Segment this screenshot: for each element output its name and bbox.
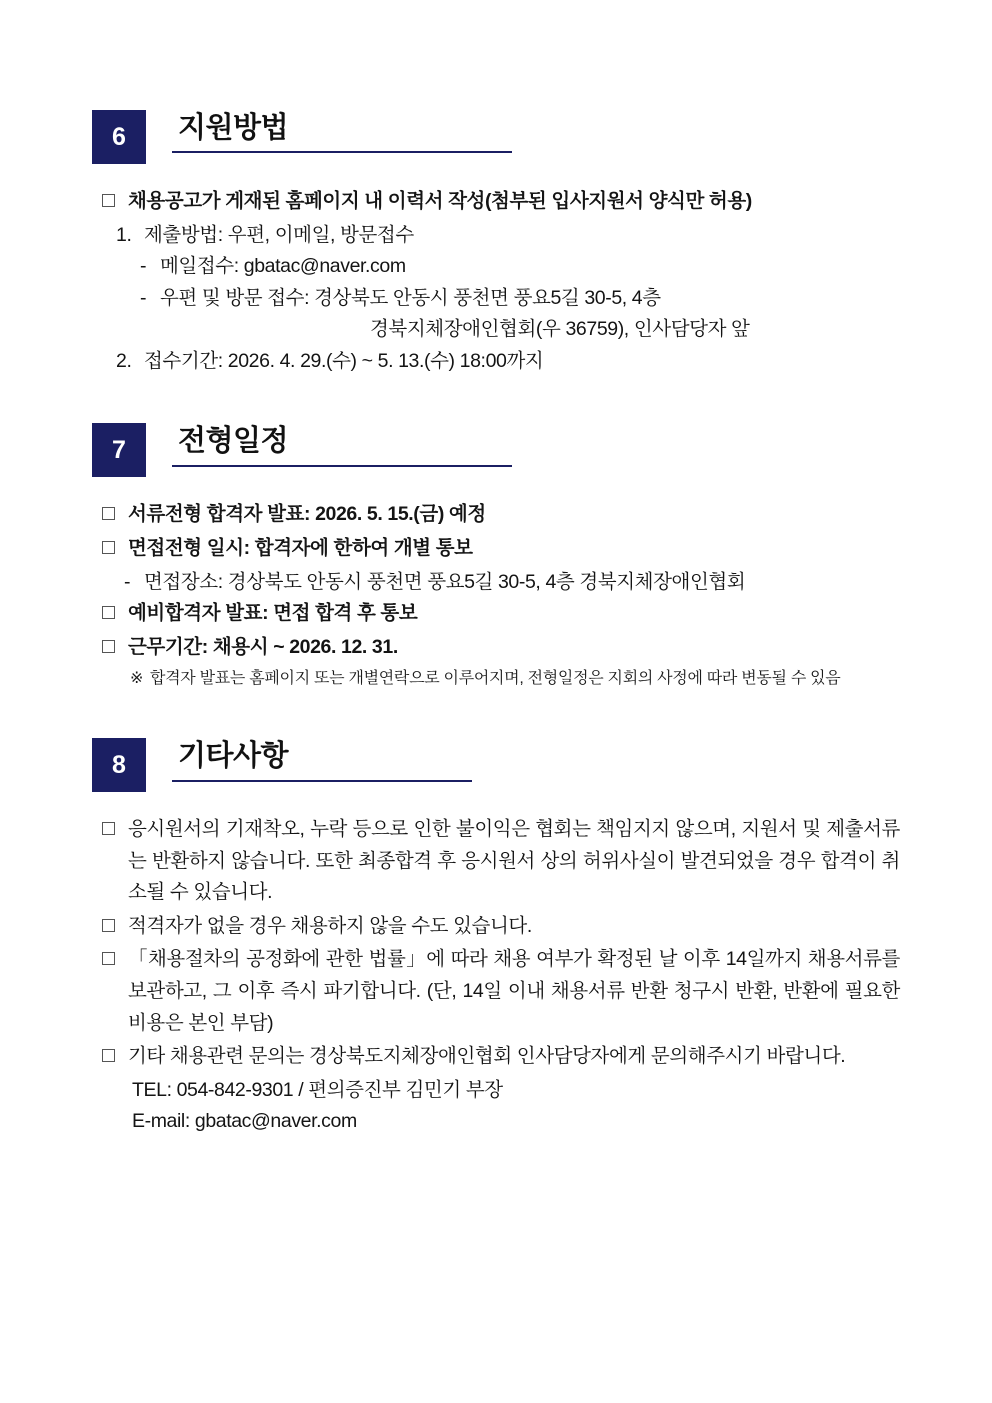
section-8-line-2-text: 적격자가 없을 경우 채용하지 않을 수도 있습니다. (128, 914, 532, 937)
section-8-line-3-text: 「채용절차의 공정화에 관한 법률」에 따라 채용 여부가 확정된 날 이후 14일까지 채용서류를 보관하고, 그 이후 즉시 파기합니다. (단, 14일 이내 채용서류 반환 청구시 반환, 반환에 필요한 비용은 본인 부담) (128, 948, 900, 1034)
section-6-line-3 (102, 251, 900, 283)
section-7-line-4-text: 예비합격자 발표: 면접 합격 후 통보 (128, 602, 418, 625)
checkbox-icon (102, 186, 128, 216)
section-7-line-2 (102, 533, 900, 565)
section-6-line-4-text: 우편 및 방문 접수: 경상북도 안동시 풍천면 풍요5길 30-5, 4층 (160, 286, 661, 309)
section-6-body (92, 186, 900, 377)
section-6-line-3-text: 메일접수: gbatac@naver.com (160, 255, 406, 278)
section-7-header (92, 423, 900, 477)
dash-icon: - (124, 570, 131, 593)
checkbox-icon (102, 598, 128, 628)
section-6-line-1-text: 채용공고가 게재된 홈페이지 내 이력서 작성(첨부된 입사지원서 양식만 허용) (128, 190, 752, 212)
section-7-note (102, 667, 900, 692)
checkbox-icon (102, 1041, 128, 1071)
section-8-line-4 (102, 1041, 900, 1073)
section-8-line-1 (102, 814, 900, 909)
section-6-line-5-text: 경북지체장애인협회(우 36759), 인사담당자 앞 (370, 318, 750, 341)
checkbox-icon (102, 632, 128, 662)
checkbox-icon (102, 944, 128, 974)
section-8-line-3 (102, 944, 900, 1039)
section-6-line-2 (102, 220, 900, 252)
section-6 (92, 110, 900, 377)
section-7-body (92, 499, 900, 692)
section-6-number: 6 (92, 110, 146, 164)
section-6-line-2-number: 1. (116, 223, 132, 246)
section-8-rule (172, 780, 472, 782)
section-8-header (92, 738, 900, 792)
section-6-rule (172, 151, 512, 153)
section-7-line-4 (102, 598, 900, 630)
section-7-rule (172, 465, 512, 467)
checkbox-icon (102, 499, 128, 529)
section-8-title-wrap (172, 738, 472, 781)
section-8-contact-tel: TEL: 054-842-9301 / 편의증진부 김민기 부장 (132, 1078, 503, 1101)
section-7-line-1 (102, 499, 900, 531)
checkbox-icon (102, 533, 128, 563)
section-6-line-2-text: 제출방법: 우편, 이메일, 방문접수 (144, 223, 414, 246)
section-8-contact-email: E-mail: gbatac@naver.com (132, 1110, 357, 1133)
dash-icon: - (140, 286, 147, 309)
section-8-title: 기타사항 (178, 740, 289, 773)
dash-icon: - (140, 255, 147, 278)
section-7-note-text: 합격자 발표는 홈페이지 또는 개별연락으로 이루어지며, 전형일정은 지회의 사정에 따라 변동될 수 있음 (150, 670, 841, 688)
section-6-line-6 (102, 346, 900, 378)
section-7-line-5 (102, 632, 900, 664)
section-8-body (92, 814, 900, 1138)
section-6-line-1 (102, 186, 900, 218)
section-7-line-3 (102, 567, 900, 599)
section-6-title: 지원방법 (178, 112, 289, 144)
section-6-title-wrap (172, 110, 512, 153)
section-8-line-1-text: 응시원서의 기재착오, 누락 등으로 인한 불이익은 협회는 책임지지 않으며, 지원서 및 제출서류는 반환하지 않습니다. 또한 최종합격 후 응시원서 상의 허위사실이 발견되었을 경우 합격이 취소될 수 있습니다. (128, 818, 900, 904)
section-6-header (92, 110, 900, 164)
section-6-line-6-text: 접수기간: 2026. 4. 29.(수) ~ 5. 13.(수) 18:00까지 (144, 349, 544, 372)
checkbox-icon (102, 911, 128, 941)
section-8-line-2 (102, 911, 900, 943)
note-mark-icon: ※ (130, 670, 144, 688)
section-8-line-4-text: 기타 채용관련 문의는 경상북도지체장애인협회 인사담당자에게 문의해주시기 바랍니다. (128, 1045, 846, 1068)
section-7-line-1-text: 서류전형 합격자 발표: 2026. 5. 15.(금) 예정 (128, 503, 486, 526)
section-7-title-wrap (172, 423, 512, 466)
section-7-title: 전형일정 (178, 425, 289, 458)
section-7-line-3-text: 면접장소: 경상북도 안동시 풍천면 풍요5길 30-5, 4층 경북지체장애인협회 (144, 570, 746, 593)
checkbox-icon (102, 814, 128, 844)
section-7-line-5-text: 근무기간: 채용시 ~ 2026. 12. 31. (128, 635, 398, 658)
section-8 (92, 738, 900, 1138)
section-7 (92, 423, 900, 692)
section-6-line-4 (102, 283, 900, 315)
section-8-number: 8 (92, 738, 146, 792)
section-7-line-2-text: 면접전형 일시: 합격자에 한하여 개별 통보 (128, 537, 473, 560)
section-6-line-6-number: 2. (116, 349, 132, 372)
section-7-number: 7 (92, 423, 146, 477)
